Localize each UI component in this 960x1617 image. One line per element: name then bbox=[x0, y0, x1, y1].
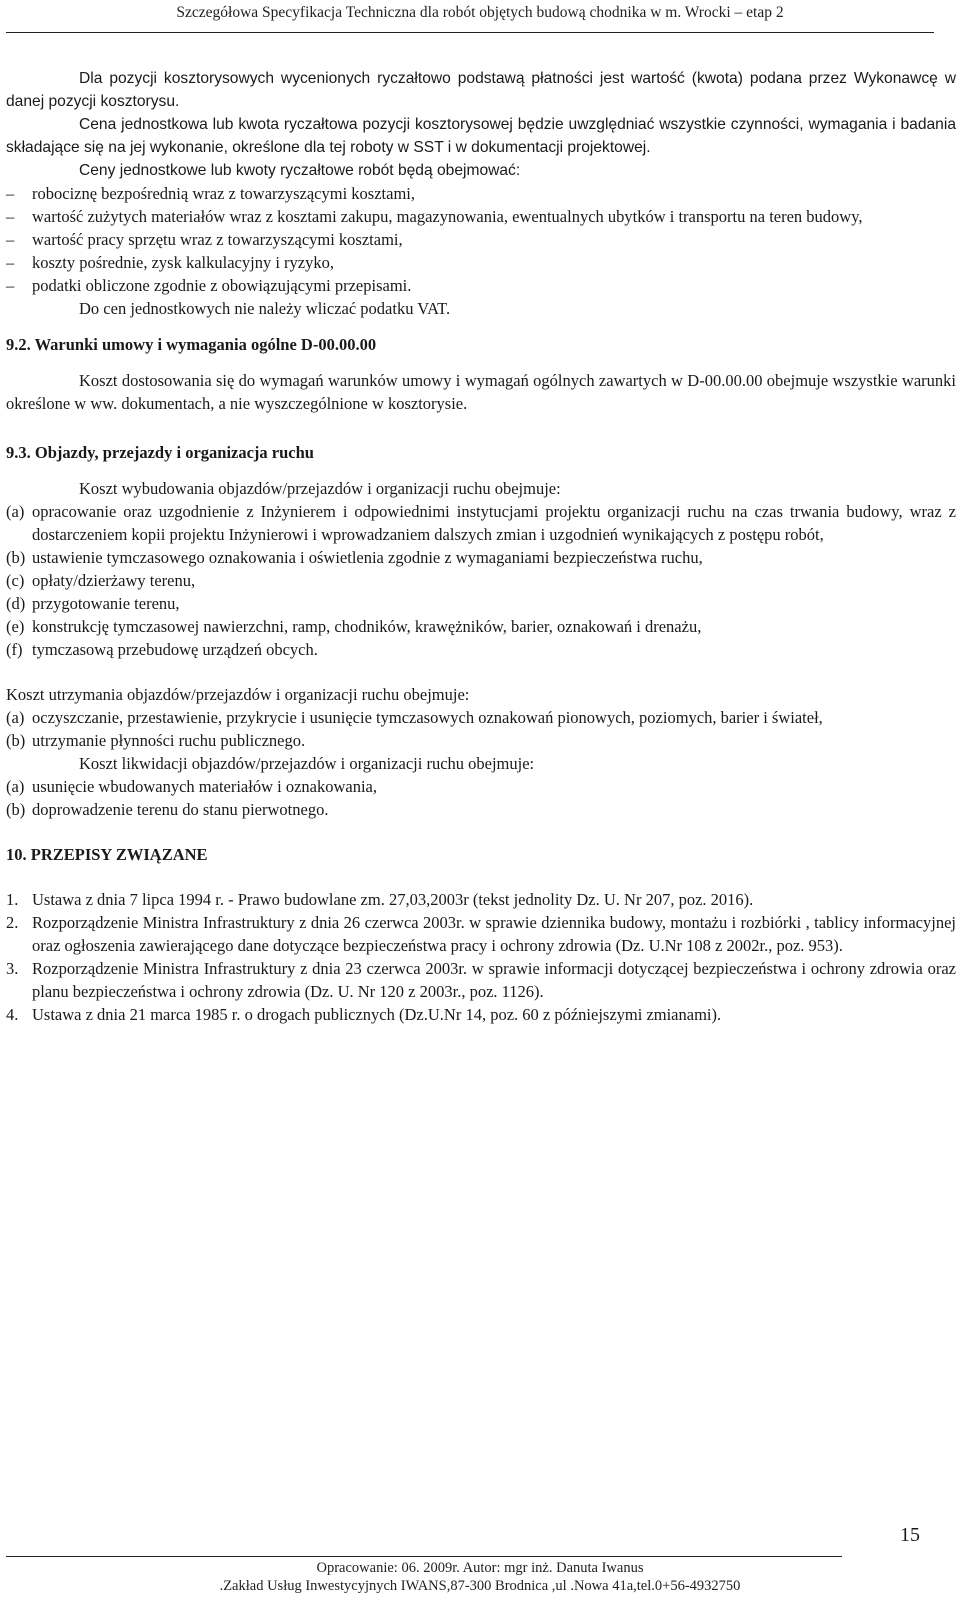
list-item-marker: 2. bbox=[6, 913, 19, 932]
numbered-list-item bbox=[6, 957, 956, 1003]
section-heading-9-3: 9.3. Objazdy, przejazdy i organizacja ruchu bbox=[6, 443, 314, 462]
lettered-list-item bbox=[6, 615, 956, 638]
footer-author-line: Opracowanie: 06. 2009r. Autor: mgr inż. Danuta Iwanus bbox=[316, 1560, 644, 1576]
list-item-text: opracowanie oraz uzgodnienie z Inżynierem i odpowiednimi instytucjami projektu organizacji ruchu na czas trwania budowy, wraz z dostarczeniem kopii projektu Inżynierowi i wprowadzaniem dalszych zmian i uzgodnień wynikających z postępu robót, bbox=[32, 502, 956, 544]
lettered-list-item bbox=[6, 569, 956, 592]
lettered-list-item bbox=[6, 706, 956, 729]
dash-bullet: – bbox=[6, 207, 15, 226]
footer-divider bbox=[6, 1556, 842, 1557]
list-item-marker: (e) bbox=[6, 617, 25, 636]
list-item-text: Ustawa z dnia 21 marca 1985 r. o drogach publicznych (Dz.U.Nr 14, poz. 60 z późniejszymi zmianami). bbox=[32, 1005, 722, 1024]
paragraph-lump-sum-payment: Dla pozycji kosztorysowych wycenionych ryczałtowo podstawą płatności jest wartość (kwota) podana przez Wykonawcę w danej pozycji kosztorysu. bbox=[6, 70, 956, 110]
paragraph-prices-include: Ceny jednostkowe lub kwoty ryczałtowe robót będą obejmować: bbox=[79, 162, 521, 179]
paragraph-general-requirements-cost: Koszt dostosowania się do wymagań warunków umowy i wymagań ogólnych zawartych w D-00.00.00 obejmuje wszystkie warunki określone w ww. dokumentach, a nie wyszczególnione w kosztorysie. bbox=[6, 371, 956, 413]
section-heading-9-2: 9.2. Warunki umowy i wymagania ogólne D-00.00.00 bbox=[6, 335, 377, 354]
running-header: Szczegółowa Specyfikacja Techniczna dla robót objętych budową chodnika w m. Wrocki – etap 2 bbox=[176, 4, 784, 21]
page-footer bbox=[0, 1559, 960, 1595]
list-item-marker: (b) bbox=[6, 548, 26, 567]
list-item-marker: (a) bbox=[6, 502, 25, 521]
dash-bullet: – bbox=[6, 253, 15, 272]
dash-list-item-text: wartość pracy sprzętu wraz z towarzyszącymi kosztami, bbox=[32, 230, 403, 249]
list-item-marker: (b) bbox=[6, 731, 26, 750]
lettered-list-item bbox=[6, 546, 956, 569]
dash-list-item bbox=[6, 205, 956, 228]
document-body bbox=[6, 67, 956, 1026]
dash-list-item bbox=[6, 274, 956, 297]
lettered-list-item bbox=[6, 500, 956, 546]
list-item-marker: (c) bbox=[6, 571, 25, 590]
paragraph-vat-note: Do cen jednostkowych nie należy wliczać podatku VAT. bbox=[79, 299, 451, 318]
list-item-marker: (a) bbox=[6, 708, 25, 727]
numbered-list-item bbox=[6, 911, 956, 957]
page-number: 15 bbox=[900, 1524, 920, 1546]
list-item-text: Rozporządzenie Ministra Infrastruktury z dnia 23 czerwca 2003r. w sprawie informacji dotyczącej bezpieczeństwa i ochrony zdrowia oraz planu bezpieczeństwa i ochrony zdrowia (Dz. U. Nr 120 z 2003r., poz. 1126). bbox=[32, 959, 956, 1001]
paragraph-detour-build-intro: Koszt wybudowania objazdów/przejazdów i organizacji ruchu obejmuje: bbox=[79, 479, 561, 498]
dash-list-item-text: podatki obliczone zgodnie z obowiązującymi przepisami. bbox=[32, 276, 412, 295]
list-item-text: utrzymanie płynności ruchu publicznego. bbox=[32, 731, 306, 750]
dash-list-item bbox=[6, 228, 956, 251]
list-item-marker: (a) bbox=[6, 777, 25, 796]
lettered-list-item bbox=[6, 798, 956, 821]
dash-list-item-text: wartość zużytych materiałów wraz z kosztami zakupu, magazynowania, ewentualnych ubytków i transportu na teren budowy, bbox=[32, 207, 863, 226]
numbered-list-item bbox=[6, 888, 956, 911]
dash-list-item bbox=[6, 182, 956, 205]
list-item-marker: (f) bbox=[6, 640, 23, 659]
list-item-text: ustawienie tymczasowego oznakowania i oświetlenia zgodnie z wymaganiami bezpieczeństwa ruchu, bbox=[32, 548, 703, 567]
section-heading-10: 10. PRZEPISY ZWIĄZANE bbox=[6, 845, 208, 864]
lettered-list-item bbox=[6, 592, 956, 615]
list-item-text: usunięcie wbudowanych materiałów i oznakowania, bbox=[32, 777, 378, 796]
list-item-marker: (b) bbox=[6, 800, 26, 819]
dash-bullet: – bbox=[6, 230, 15, 249]
list-item-text: doprowadzenie terenu do stanu pierwotnego. bbox=[32, 800, 329, 819]
header-divider bbox=[6, 32, 934, 33]
footer-company-line: .Zakład Usług Inwestycyjnych IWANS,87-300 Brodnica ,ul .Nowa 41a,tel.0+56-4932750 bbox=[219, 1578, 741, 1594]
paragraph-unit-price-scope: Cena jednostkowa lub kwota ryczałtowa pozycji kosztorysowej będzie uwzględniać wszystkie czynności, wymagania i badania składające się na jej wykonanie, określone dla tej roboty w SST i w dokumentacji projektowej. bbox=[6, 116, 956, 156]
list-item-text: Rozporządzenie Ministra Infrastruktury z dnia 26 czerwca 2003r. w sprawie dziennika budowy, montażu i rozbiórki , tablicy informacyjnej oraz ogłoszenia zawierającego dane dotyczące bezpieczeństwa pracy i ochrony zdrowia (Dz. U.Nr 108 z 2002r., poz. 953). bbox=[32, 913, 956, 955]
list-item-marker: 1. bbox=[6, 890, 19, 909]
lettered-list-item bbox=[6, 729, 956, 752]
list-item-marker: 4. bbox=[6, 1005, 19, 1024]
dash-list-item-text: koszty pośrednie, zysk kalkulacyjny i ryzyko, bbox=[32, 253, 334, 272]
list-item-marker: (d) bbox=[6, 594, 26, 613]
list-item-text: konstrukcję tymczasowej nawierzchni, ramp, chodników, krawężników, barier, oznakowań i drenażu, bbox=[32, 617, 702, 636]
lettered-list-item bbox=[6, 638, 956, 661]
dash-bullet: – bbox=[6, 276, 15, 295]
lettered-list-item bbox=[6, 775, 956, 798]
list-item-text: opłaty/dzierżawy terenu, bbox=[32, 571, 196, 590]
list-item-marker: 3. bbox=[6, 959, 19, 978]
dash-list-item-text: robociznę bezpośrednią wraz z towarzyszącymi kosztami, bbox=[32, 184, 415, 203]
numbered-list-item bbox=[6, 1003, 956, 1026]
paragraph-detour-maintain-intro: Koszt utrzymania objazdów/przejazdów i organizacji ruchu obejmuje: bbox=[6, 685, 470, 704]
dash-bullet: – bbox=[6, 184, 15, 203]
list-item-text: Ustawa z dnia 7 lipca 1994 r. - Prawo budowlane zm. 27,03,2003r (tekst jednolity Dz. U. Nr 207, poz. 2016). bbox=[32, 890, 754, 909]
dash-list-item bbox=[6, 251, 956, 274]
list-item-text: przygotowanie terenu, bbox=[32, 594, 180, 613]
list-item-text: tymczasową przebudowę urządzeń obcych. bbox=[32, 640, 318, 659]
paragraph-detour-remove-intro: Koszt likwidacji objazdów/przejazdów i organizacji ruchu obejmuje: bbox=[79, 754, 535, 773]
list-item-text: oczyszczanie, przestawienie, przykrycie i usunięcie tymczasowych oznakowań pionowych, poziomych, barier i świateł, bbox=[32, 708, 823, 727]
